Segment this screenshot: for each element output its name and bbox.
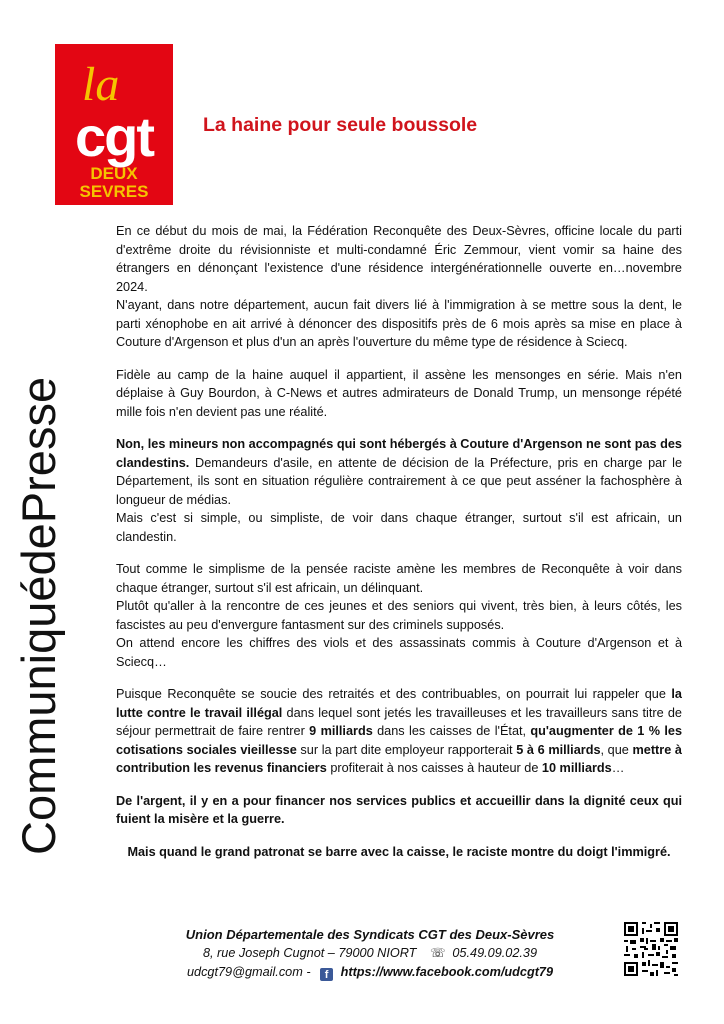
footer-contact	[140, 944, 600, 963]
p9-text-4: sur la part dite employeur rapporterait	[296, 742, 517, 757]
paragraph-1: En ce début du mois de mai, la Fédération Reconquête des Deux-Sèvres, officine locale du parti d'extrême droite du révisionniste et multi-condamné Éric Zemmour, vient vomir sa haine des étrangers en dénonçant l'existence d'une résidence intergénérationnelle ouverte en…novembre 2024.	[116, 224, 682, 294]
facebook-icon: f	[320, 968, 333, 981]
paragraph-8: On attend encore les chiffres des viols et des assassinats commis à Couture d'Argenson et à Sciecq…	[116, 636, 682, 669]
paragraph-5: Mais c'est si simple, ou simpliste, de voir dans chaque étranger, surtout s'il est africain, un clandestin.	[116, 511, 682, 544]
p9-text-2: dans lequel sont jetés les travailleuses et les travailleurs sans titre de séjour permettrait de faire rentrer	[116, 705, 682, 738]
p9-bold-4: 5 à 6 milliards	[516, 742, 601, 757]
paragraph-6: Tout comme le simplisme de la pensée raciste amène les membres de Reconquête à voir dans chaque étranger, surtout s'il est africain, un délinquant.	[116, 562, 682, 595]
p9-text-3: dans les caisses de l'État,	[372, 724, 531, 738]
qr-code-icon	[624, 922, 678, 976]
p9-bold-3: qu'augmenter de 1 % les cotisations sociales vieillesse	[116, 724, 683, 757]
footer	[140, 925, 600, 982]
paragraph-11	[116, 843, 682, 862]
p9-bold-6: 10 milliards	[541, 761, 612, 775]
paragraph-2: N'ayant, dans notre département, aucun fait divers lié à l'immigration à se mettre sous la dent, le parti xénophobe en ait arrivé à dénoncer des dispositifs près de 6 mois après sa mise en place à Couture d'Argenson et plus d'un an après l'ouverture du même type de résidence à Sciecq.	[116, 298, 682, 349]
vertical-label: CommuniquédePresse	[12, 376, 65, 855]
cgt-logo	[55, 44, 173, 205]
paragraph-11-bold: Mais quand le grand patronat se barre avec la caisse, le raciste montre du doigt l'immigré.	[127, 844, 671, 859]
footer-address: 8, rue Joseph Cugnot – 79000 NIORT	[202, 946, 417, 960]
logo-cgt: cgt	[75, 105, 153, 168]
paragraph-4	[116, 435, 682, 509]
paragraph-9	[116, 685, 682, 778]
logo-la: la	[82, 58, 120, 111]
footer-phone: 05.49.09.02.39	[452, 946, 538, 960]
page-title: La haine pour seule boussole	[203, 114, 478, 136]
article-body	[116, 222, 682, 875]
p9-text-6: profiterait à nos caisses à hauteur de	[326, 761, 542, 775]
p9-bold-2: 9 milliards	[309, 724, 373, 738]
paragraph-10-bold: De l'argent, il y en a pour financer nos services publics et accueillir dans la dignité ceux qui fuient la misère et la guerre.	[116, 793, 682, 826]
p9-bold-1: la lutte contre le travail illégal	[116, 687, 682, 720]
paragraph-7: Plutôt qu'aller à la rencontre de ces jeunes et des seniors qui vivent, très bien, à leurs côtés, les fascistes au peu d'envergure fantasment sur des criminels supposés.	[116, 599, 682, 632]
logo-line2: SEVRES	[79, 182, 149, 201]
phone-icon: ☏	[429, 946, 446, 960]
p9-text-5: , que	[600, 742, 633, 757]
p9-text-7: …	[611, 761, 625, 775]
footer-email[interactable]: udcgt79@gmail.com -	[186, 965, 311, 979]
footer-org: Union Départementale des Syndicats CGT des Deux-Sèvres	[185, 927, 555, 942]
logo-line1: DEUX	[90, 164, 138, 183]
p9-bold-5: mettre à contribution les revenus financiers	[116, 742, 682, 775]
paragraph-4-bold: Non, les mineurs non accompagnés qui sont hébergés à Couture d'Argenson ne sont pas des clandestins.	[116, 437, 682, 470]
paragraph-3: Fidèle au camp de la haine auquel il appartient, il assène les mensonges en série. Mais n'en déplaise à Guy Bourdon, à C-News et autres admirateurs de Donald Trump, un mensonge répété mille fois n'en devient pas une réalité.	[116, 367, 682, 419]
paragraph-4-text: Demandeurs d'asile, en attente de décision de la Préfecture, pris en charge par le Département, ils sont en situation régulière contrairement à ce que peut asséner la fachosphère à longueur de médias.	[116, 455, 682, 507]
footer-online	[140, 963, 600, 982]
footer-facebook-link[interactable]: https://www.facebook.com/udcgt79	[340, 965, 554, 979]
paragraph-10	[116, 792, 682, 829]
p9-text-1: Puisque Reconquête se soucie des retraités et des contribuables, on pourrait lui rappeler que	[116, 687, 672, 701]
